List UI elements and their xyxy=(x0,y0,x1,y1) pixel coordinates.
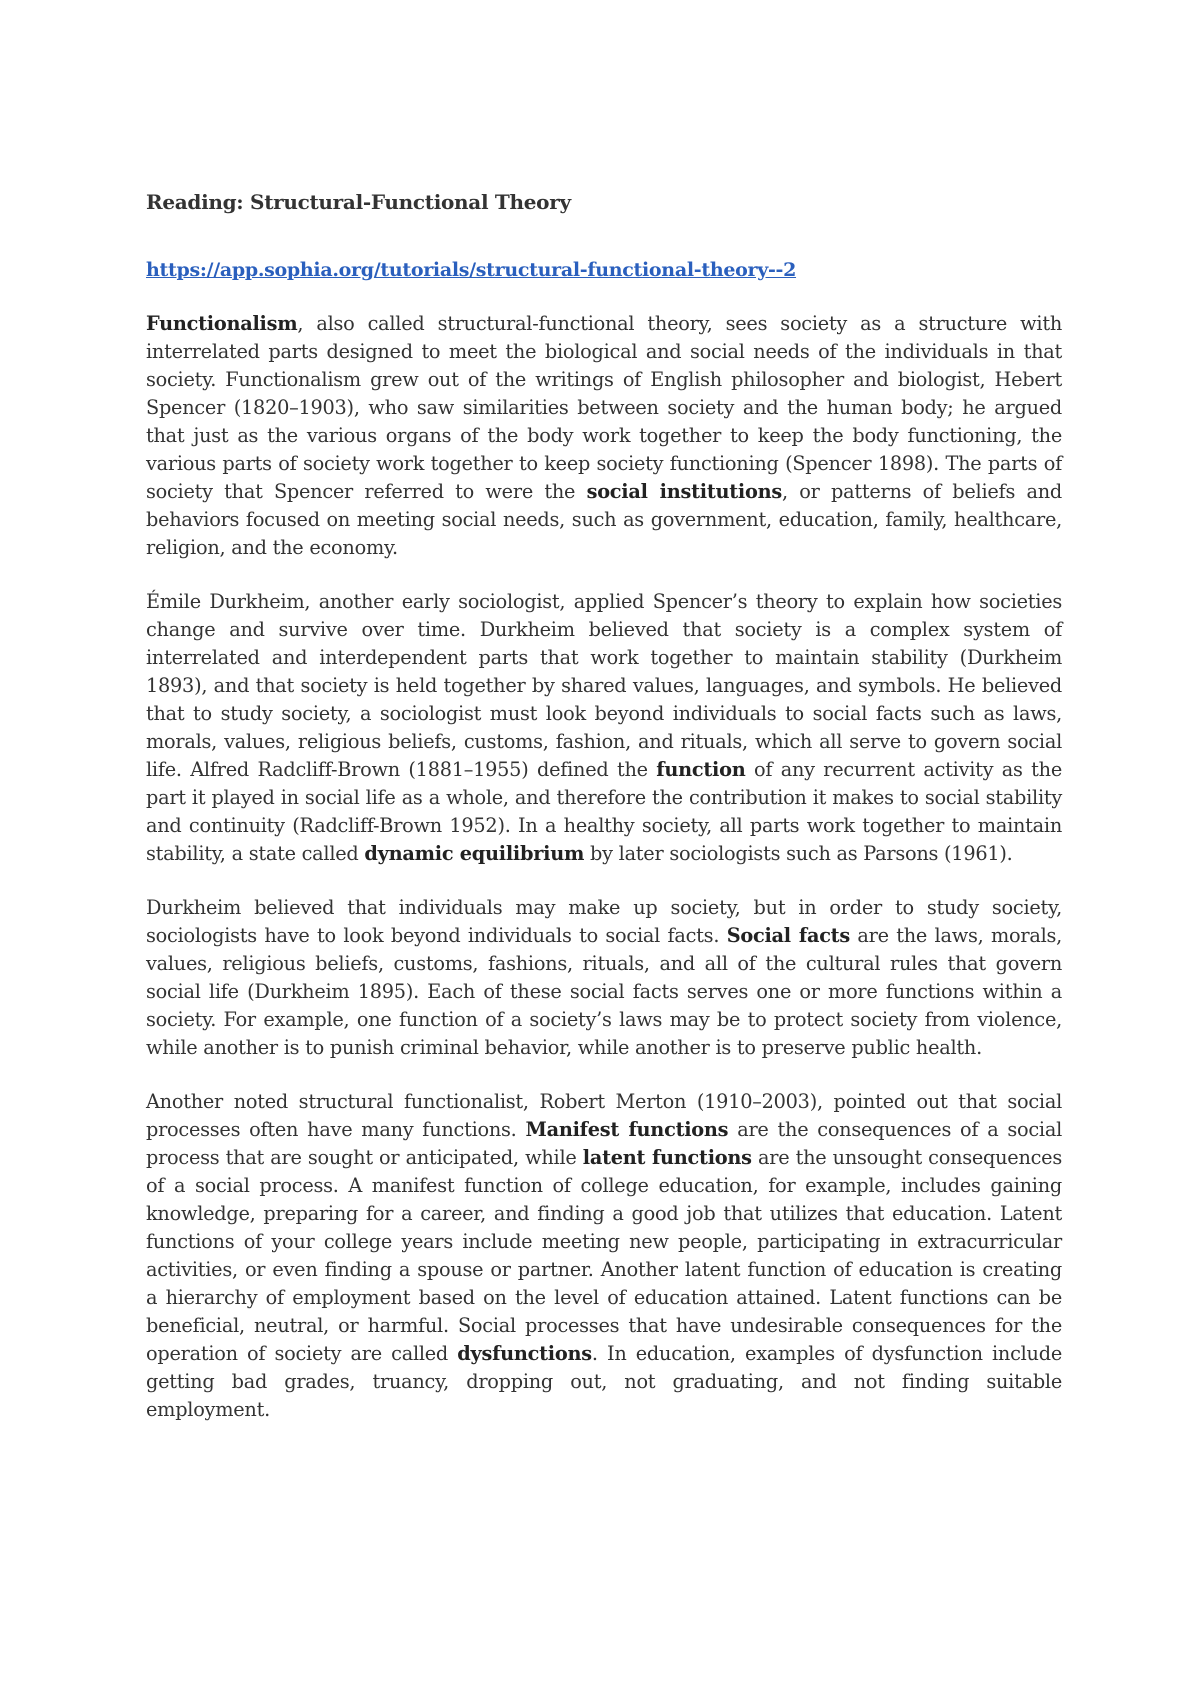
term-manifest-functions: Manifest functions xyxy=(525,1118,729,1141)
term-function: function xyxy=(656,758,746,781)
term-latent-functions: latent functions xyxy=(582,1146,752,1169)
term-dysfunctions: dysfunctions xyxy=(457,1342,592,1365)
term-dynamic-equilibrium: dynamic equilibrium xyxy=(364,842,585,865)
term-social-facts: Social facts xyxy=(726,924,850,947)
document-title: Reading: Structural-Functional Theory xyxy=(146,190,571,214)
term-social-institutions: social institutions xyxy=(586,480,782,503)
term-functionalism: Functionalism xyxy=(146,312,298,335)
source-link[interactable]: https://app.sophia.org/tutorials/structural-functional-theory--2 xyxy=(146,259,797,281)
paragraph-social-facts: Durkheim believed that individuals may make up society, but in order to study society, sociologists have to look beyond individuals to social facts. Social facts are the laws, morals, values, religious beliefs, customs, fashions, rituals, and all of the cultural rules that govern social life (Durkheim 1895). Each of these social facts serves one or more functions within a society. For example, one function of a society’s laws may be to protect society from violence, while another is to punish criminal behavior, while another is to preserve public health. xyxy=(146,896,1063,1059)
paragraph-functionalism: Functionalism, also called structural-functional theory, sees society as a structure with interrelated parts designed to meet the biological and social needs of the individuals in that society. Functionalism grew out of the writings of English philosopher and biologist, Hebert Spencer (1820–1903), who saw similarities between society and the human body; he argued that just as the various organs of the body work together to keep the body functioning, the various parts of society work together to keep society functioning (Spencer 1898). The parts of society that Spencer referred to were the social institutions, or patterns of beliefs and behaviors focused on meeting social needs, such as government, education, family, healthcare, religion, and the economy. xyxy=(146,312,1062,559)
paragraph-durkheim: Émile Durkheim, another early sociologist, applied Spencer’s theory to explain how societies change and survive over time. Durkheim believed that society is a complex system of interrelated and interdependent parts that work together to maintain stability (Durkheim 1893), and that society is held together by shared values, languages, and symbols. He believed that to study society, a sociologist must look beyond individuals to social facts such as laws, morals, values, religious beliefs, customs, fashion, and rituals, which all serve to govern social life. Alfred Radcliff-Brown (1881–1955) defined the function of any recurrent activity as the part it played in social life as a whole, and therefore the contribution it makes to social stability and continuity (Radcliff-Brown 1952). In a healthy society, all parts work together to maintain stability, a state called dynamic equilibrium by later sociologists such as Parsons (1961). xyxy=(146,590,1062,865)
document-page xyxy=(146,188,1062,1424)
paragraph-merton: Another noted structural functionalist, Robert Merton (1910–2003), pointed out that social processes often have many functions. Manifest functions are the consequences of a social process that are sought or anticipated, while latent functions are the unsought consequences of a social process. A manifest function of college education, for example, includes gaining knowledge, preparing for a career, and finding a good job that utilizes that education. Latent functions of your college years include meeting new people, participating in extracurricular activities, or even finding a spouse or partner. Another latent function of education is creating a hierarchy of employment based on the level of education attained. Latent functions can be beneficial, neutral, or harmful. Social processes that have undesirable consequences for the operation of society are called dysfunctions. In education, examples of dysfunction include getting bad grades, truancy, dropping out, not graduating, and not finding suitable employment. xyxy=(146,1090,1063,1421)
